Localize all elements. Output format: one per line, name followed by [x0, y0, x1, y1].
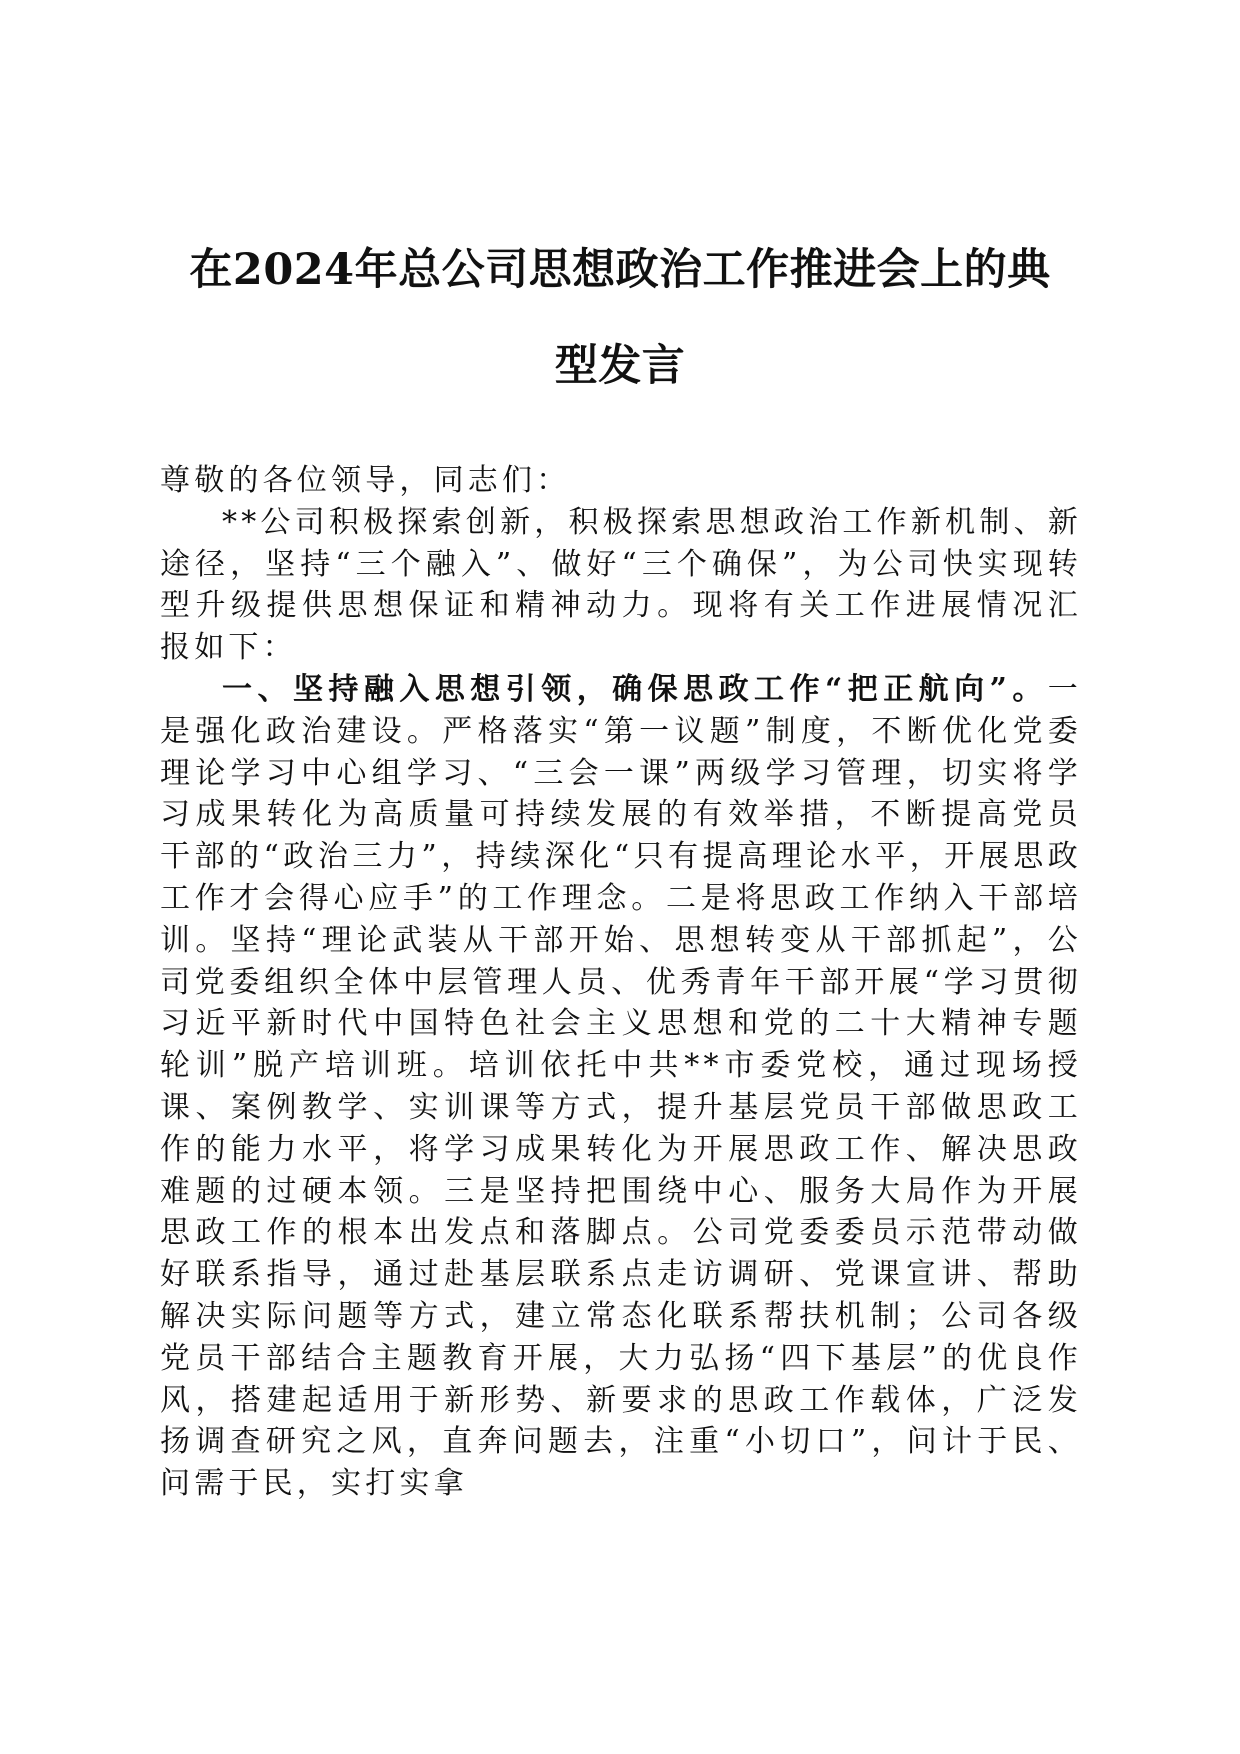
document-title	[150, 222, 1090, 414]
title-line-1: 在2024年总公司思想政治工作推进会上的典	[189, 245, 1051, 295]
section-1-paragraph	[160, 669, 1082, 1505]
title-line-2: 型发言	[554, 341, 686, 391]
section-1-heading: 一、坚持融入思想引领，确保思政工作“把正航向”。	[222, 671, 1048, 707]
salutation: 尊敬的各位领导，同志们：	[160, 463, 571, 498]
document-body	[160, 460, 1082, 1505]
section-1-body: 一是强化政治建设。严格落实“第一议题”制度，不断优化党委理论学习中心组学习、“三会一课”两级学习管理，切实将学习成果转化为高质量可持续发展的有效举措，不断提高党员干部的“政治三力”，持续深化“只有提高理论水平，开展思政工作才会得心应手”的工作理念。二是将思政工作纳入干部培训。坚持“理论武装从干部开始、思想转变从干部抓起”，公司党委组织全体中层管理人员、优秀青年干部开展“学习贯彻习近平新时代中国特色社会主义思想和党的二十大精神专题轮训”脱产培训班。培训依托中共**市委党校，通过现场授课、案例教学、实训课等方式，提升基层党员干部做思政工作的能力水平，将学习成果转化为开展思政工作、解决思政难题的过硬本领。三是坚持把围绕中心、服务大局作为开展思政工作的根本出发点和落脚点。公司党委委员示范带动做好联系指导，通过赴基层联系点走访调研、党课宣讲、帮助解决实际问题等方式，建立常态化联系帮扶机制；公司各级党员干部结合主题教育开展，大力弘扬“四下基层”的优良作风，搭建起适用于新形势、新要求的思政工作载体，广泛发扬调查研究之风，直奔问题去，注重“小切口”，问计于民、问需于民，实打实拿	[160, 671, 1082, 1502]
intro-paragraph: **公司积极探索创新，积极探索思想政治工作新机制、新途径，坚持“三个融入”、做好“三个确保”，为公司快实现转型升级提供思想保证和精神动力。现将有关工作进展情况汇报如下：	[160, 504, 1082, 666]
